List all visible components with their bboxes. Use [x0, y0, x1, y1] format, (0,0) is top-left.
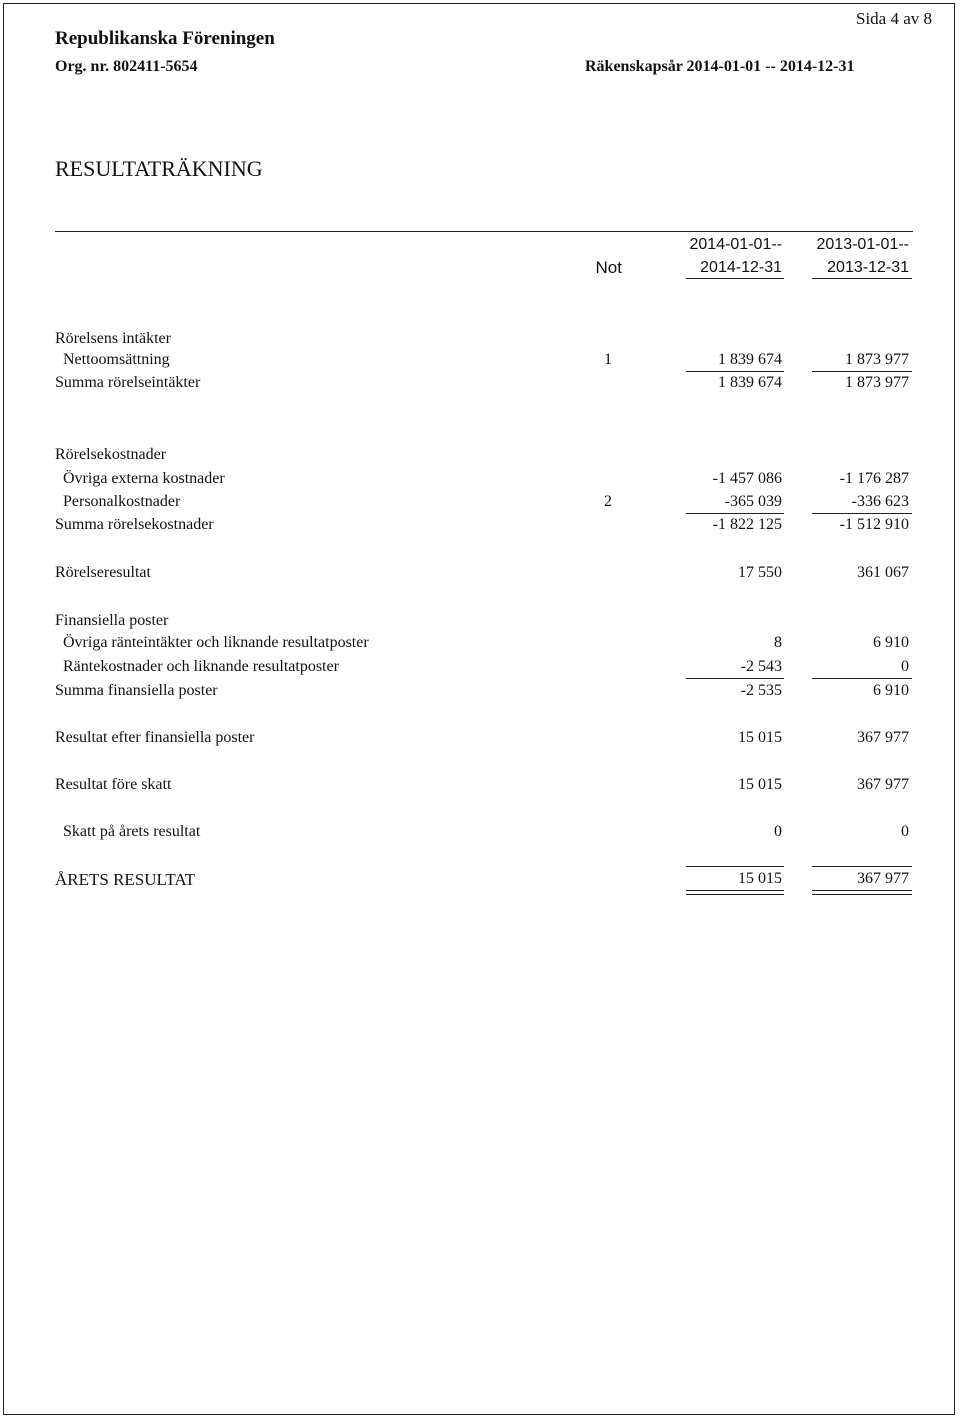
section-heading: Rörelsens intäkter — [55, 330, 171, 347]
note-column-header: Not — [595, 258, 622, 277]
double-underline-previous — [812, 890, 912, 891]
table-row: Nettoomsättning 1 1 839 674 1 873 977 — [63, 351, 909, 368]
page-frame — [3, 3, 955, 1415]
header-underline-current — [686, 278, 784, 279]
table-row: Personalkostnader 2 -365 039 -336 623 — [63, 493, 909, 510]
current-period-end: 2014-12-31 — [700, 259, 782, 276]
organization-number: Org. nr. 802411-5654 — [55, 58, 198, 75]
table-row: ÅRETS RESULTAT 15 015 367 977 — [55, 870, 909, 889]
fiscal-year: Räkenskapsår 2014-01-01 -- 2014-12-31 — [585, 58, 855, 75]
double-underline-current-2 — [686, 894, 784, 895]
sum-rule-previous — [812, 513, 912, 514]
previous-period-end: 2013-12-31 — [827, 259, 909, 276]
sum-rule-current — [686, 513, 784, 514]
table-row: Skatt på årets resultat 0 0 — [63, 823, 909, 840]
double-underline-current — [686, 890, 784, 891]
double-underline-previous-2 — [812, 894, 912, 895]
table-row: Summa rörelseintäkter 1 839 674 1 873 977 — [55, 374, 909, 391]
current-period-start: 2014-01-01-- — [689, 236, 782, 253]
organization-name: Republikanska Föreningen — [55, 28, 275, 49]
sum-rule-previous — [812, 371, 912, 372]
sum-rule-previous — [812, 678, 912, 679]
header-rule — [55, 231, 913, 232]
table-row: Övriga ränteintäkter och liknande resultatposter 8 6 910 — [63, 634, 909, 651]
table-row: Summa rörelsekostnader -1 822 125 -1 512 910 — [55, 516, 909, 533]
total-rule-current — [686, 866, 784, 867]
sum-rule-current — [686, 371, 784, 372]
sum-rule-current — [686, 678, 784, 679]
table-row: Räntekostnader och liknande resultatposter -2 543 0 — [63, 658, 909, 675]
section-heading: Finansiella poster — [55, 612, 169, 629]
table-row: Resultat före skatt 15 015 367 977 — [55, 776, 909, 793]
previous-period-start: 2013-01-01-- — [816, 236, 909, 253]
page-number: Sida 4 av 8 — [856, 9, 933, 28]
total-rule-previous — [812, 866, 912, 867]
table-row: Övriga externa kostnader -1 457 086 -1 176 287 — [63, 470, 909, 487]
table-row: Resultat efter finansiella poster 15 015 367 977 — [55, 729, 909, 746]
page-title: RESULTATRÄKNING — [55, 156, 263, 181]
section-heading: Rörelsekostnader — [55, 446, 167, 463]
table-row: Rörelseresultat 17 550 361 067 — [55, 564, 909, 581]
header-underline-previous — [812, 278, 912, 279]
table-row: Summa finansiella poster -2 535 6 910 — [55, 682, 909, 699]
